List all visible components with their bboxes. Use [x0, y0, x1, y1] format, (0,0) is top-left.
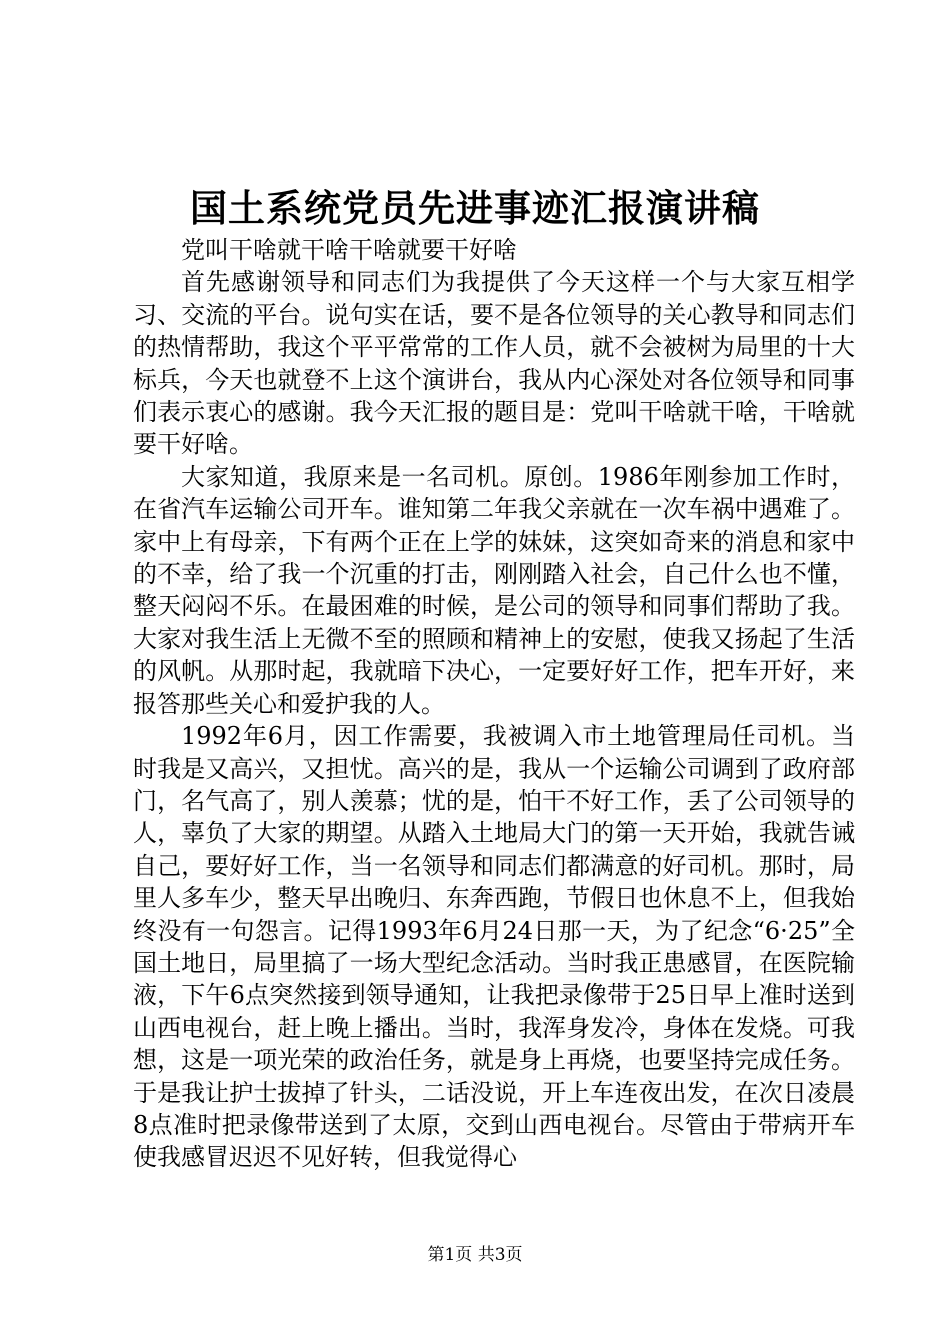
paragraph-subtitle: 党叫干啥就干啥干啥就要干好啥: [181, 236, 517, 264]
paragraph: 1992年6月，因工作需要，我被调入市土地管理局任司机。当时我是又高兴，又担忧。高兴的是，我从一个运输公司调到了政府部门，名气高了，别人羡慕；忧的是，怕干不好工作，丢了公司领导的人，辜负了大家的期望。从踏入土地局大门的第一天开始，我就告诫自己，要好好工作，当一名领导和同志们都满意的好司机。那时，局里人多车少，整天早出晚归、东奔西跑，节假日也休息不上，但我始终没有一句怨言。记得1993年6月24日那一天，为了纪念“6·25”全国土地日，局里搞了一场大型纪念活动。当时我正患感冒，在医院输液，下午6点突然接到领导通知，让我把录像带于25日早上准时送到山西电视台，赶上晚上播出。当时，我浑身发冷，身体在发烧。可我想，这是一项光荣的政治任务，就是身上再烧，也要坚持完成任务。于是我让护士拔掉了针头，二话没说，开上车连夜出发，在次日凌晨8点准时把录像带送到了太原，交到山西电视台。尽管由于带病开车使我感冒迟迟不见好转，但我觉得心: [133, 722, 855, 1172]
page-number: 第1页 共3页: [427, 1245, 523, 1265]
paragraph: 大家知道，我原来是一名司机。原创。1986年刚参加工作时，在省汽车运输公司开车。谁知第二年我父亲就在一次车祸中遇难了。家中上有母亲，下有两个正在上学的妹妹，这突如奇来的消息和家中的不幸，给了我一个沉重的打击，刚刚踏入社会，自己什么也不懂，整天闷闷不乐。在最困难的时候，是公司的领导和同事们帮助了我。大家对我生活上无微不至的照顾和精神上的安慰，使我又扬起了生活的风帆。从那时起，我就暗下决心，一定要好好工作，把车开好，来报答那些关心和爱护我的人。: [133, 462, 855, 718]
document-title: 国土系统党员先进事迹汇报演讲稿: [190, 186, 760, 230]
document-body: [133, 234, 855, 1174]
paragraph: 首先感谢领导和同志们为我提供了今天这样一个与大家互相学习、交流的平台。说句实在话，要不是各位领导的关心教导和同志们的热情帮助，我这个平平常常的工作人员，就不会被树为局里的十大标兵，今天也就登不上这个演讲台，我从内心深处对各位领导和同事们表示衷心的感谢。我今天汇报的题目是：党叫干啥就干啥，干啥就要干好啥。: [133, 268, 855, 459]
